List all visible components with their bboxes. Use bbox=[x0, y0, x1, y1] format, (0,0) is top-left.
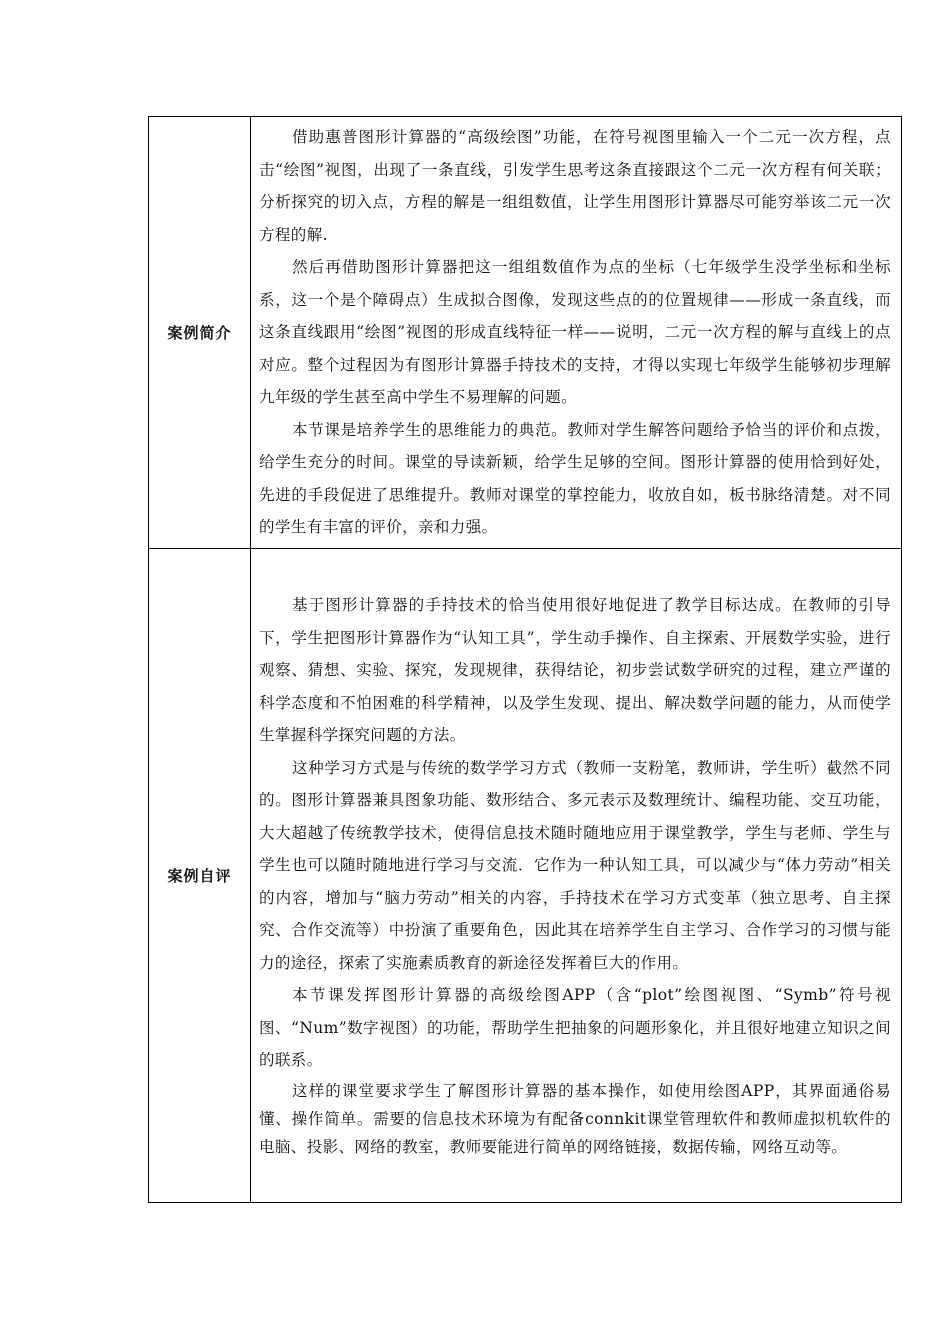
case-summary-row bbox=[149, 117, 902, 549]
case-self-review-paragraph-1: 基于图形计算器的手持技术的恰当使用很好地促进了教学目标达成。在教师的引导下，学生把图形计算器作为“认知工具”，学生动手操作、自主探索、开展数学实验，进行观察、猜想、实验、探究，发现规律，获得结论，初步尝试数学研究的过程，建立严谨的科学态度和不怕困难的科学精神，以及学生发现、提出、解决数学问题的能力，从而使学生掌握科学探究问题的方法。 bbox=[259, 596, 891, 745]
case-self-review-paragraph-4: 这样的课堂要求学生了解图形计算器的基本操作，如使用绘图APP，其界面通俗易懂、操作简单。需要的信息技术环境为有配备connkit课堂管理软件和教师虚拟机软件的电脑、投影、网络的教室，教师要能进行简单的网络链接，数据传输，网络互动等。 bbox=[259, 1081, 891, 1156]
case-self-review-row bbox=[149, 548, 902, 1202]
case-summary-paragraph-2: 然后再借助图形计算器把这一组组数值作为点的坐标（七年级学生没学坐标和坐标系，这一个是个障碍点）生成拟合图像，发现这些点的的位置规律——形成一条直线，而这条直线跟用“绘图”视图的形成直线特征一样——说明，二元一次方程的解与直线上的点对应。整个过程因为有图形计算器手持技术的支持，才得以实现七年级学生能够初步理解九年级的学生甚至高中学生不易理解的问题。 bbox=[259, 258, 891, 406]
case-summary-paragraph-3: 本节课是培养学生的思维能力的典范。教师对学生解答问题给予恰当的评价和点拨，给学生充分的时间。课堂的导读新颖，给学生足够的空间。图形计算器的使用恰到好处，先进的手段促进了思维提升。教师对课堂的掌控能力，收放自如，板书脉络清楚。对不同的学生有丰富的评价，亲和力强。 bbox=[259, 420, 891, 536]
case-self-review-label: 案例自评 bbox=[149, 548, 251, 1202]
case-self-review-paragraph-3: 本节课发挥图形计算器的高级绘图APP（含“plot”绘图视图、“Symb”符号视图、“Num”数字视图）的功能，帮助学生把抽象的问题形象化，并且很好地建立知识之间的联系。 bbox=[259, 986, 891, 1070]
case-self-review-content bbox=[251, 548, 902, 1202]
case-self-review-paragraph-2: 这种学习方式是与传统的数学学习方式（教师一支粉笔，教师讲，学生听）截然不同的。图形计算器兼具图象功能、数形结合、多元表示及数理统计、编程功能、交互功能，大大超越了传统教学技术，使得信息技术随时随地应用于课堂教学，学生与老师、学生与学生也可以随时随地进行学习与交流．它作为一种认知工具，可以减少与“体力劳动”相关的内容，增加与“脑力劳动”相关的内容，手持技术在学习方式变革（独立思考、自主探究、合作交流等）中扮演了重要角色，因此其在培养学生自主学习、合作学习的习惯与能力的途径，探索了实施素质教育的新途径发挥着巨大的作用。 bbox=[259, 758, 891, 972]
case-summary-paragraph-1: 借助惠普图形计算器的“高级绘图”功能，在符号视图里输入一个二元一次方程，点击“绘图”视图，出现了一条直线，引发学生思考这条直接跟这个二元一次方程有何关联；分析探究的切入点，方程的解是一组组数值，让学生用图形计算器尽可能穷举该二元一次方程的解. bbox=[259, 128, 891, 244]
case-table bbox=[148, 116, 902, 1203]
case-summary-content bbox=[251, 117, 902, 549]
case-summary-label: 案例简介 bbox=[149, 117, 251, 549]
